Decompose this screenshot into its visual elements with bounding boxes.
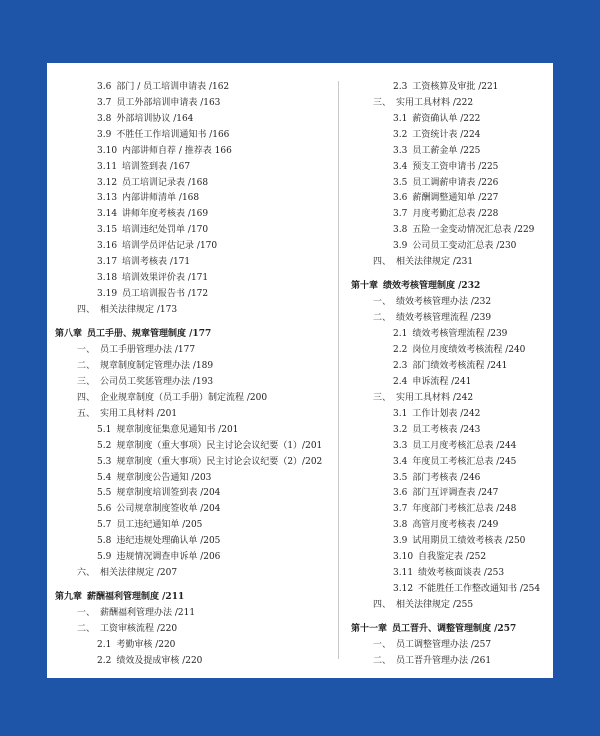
toc-entry-number: 2.2 — [97, 656, 112, 667]
toc-entry-number: 三、 — [373, 97, 392, 108]
toc-entry — [351, 113, 480, 125]
toc-entry — [351, 599, 473, 611]
toc-entry — [55, 440, 322, 452]
toc-entry — [351, 129, 480, 141]
toc-entry — [351, 424, 480, 436]
toc-entry-number: 3.11 — [97, 161, 118, 172]
toc-entry-title: 违纪违规处理确认单 /205 — [116, 536, 221, 547]
toc-entry-number: 3.16 — [97, 241, 118, 252]
toc-entry-number: 3.5 — [393, 177, 408, 188]
toc-entry-title: 月度考勤汇总表 /228 — [412, 209, 499, 220]
toc-entry-number: 四、 — [373, 257, 392, 268]
toc-entry-title: 实用工具材料 /222 — [396, 97, 474, 108]
toc-entry — [351, 256, 473, 268]
toc-entry — [351, 161, 498, 173]
toc-entry — [55, 97, 220, 109]
toc-entry-title: 相关法律规定 /173 — [100, 304, 178, 315]
toc-entry-title: 员工考核表 /243 — [412, 424, 481, 435]
toc-entry-number: 3.9 — [97, 129, 112, 140]
toc-entry-number: 3.13 — [97, 193, 118, 204]
toc-entry-number: 3.17 — [97, 257, 118, 268]
toc-entry — [55, 208, 208, 220]
toc-entry-title: 相关法律规定 /231 — [396, 257, 474, 268]
toc-entry-title: 年度员工考核汇总表 /245 — [412, 456, 517, 467]
toc-entry-number: 3.10 — [97, 145, 118, 156]
toc-entry-title: 规章制度培训签到表 /204 — [116, 488, 221, 499]
toc-entry-number: 2.1 — [97, 640, 112, 651]
toc-entry-title: 规章制度征集意见通知书 /201 — [116, 424, 239, 435]
toc-entry-title: 员工培训报告书 /172 — [122, 288, 209, 299]
toc-entry-title: 规章制度（重大事项）民主讨论会议纪要（1）/201 — [116, 440, 323, 451]
toc-entry-number: 3.7 — [393, 209, 408, 220]
toc-entry — [55, 456, 322, 468]
toc-entry-title: 自我鉴定表 /252 — [418, 552, 487, 563]
toc-entry-number: 二、 — [373, 656, 392, 667]
toc-entry — [351, 567, 504, 579]
toc-entry-number: 5.7 — [97, 520, 112, 531]
toc-entry-number: 5.6 — [97, 504, 112, 515]
toc-entry — [351, 296, 491, 308]
toc-entry-number: 第十一章 — [351, 624, 388, 635]
toc-entry — [55, 288, 208, 300]
toc-entry-title: 规章制度制定管理办法 /189 — [100, 361, 214, 372]
toc-entry-number: 二、 — [77, 624, 96, 635]
toc-entry-title: 薪酬调整通知单 /227 — [412, 193, 499, 204]
toc-entry-title: 工资统计表 /224 — [412, 129, 481, 140]
toc-entry-title: 员工培训记录表 /168 — [122, 177, 209, 188]
toc-entry-number: 四、 — [77, 392, 96, 403]
toc-entry-number: 3.10 — [393, 552, 414, 563]
toc-entry-number: 5.9 — [97, 552, 112, 563]
toc-entry — [351, 192, 498, 204]
toc-entry-title: 实用工具材料 /201 — [100, 408, 178, 419]
toc-entry — [55, 519, 202, 531]
toc-entry-title: 培训效果评价表 /171 — [122, 273, 209, 284]
toc-entry — [55, 607, 195, 619]
toc-entry — [351, 440, 516, 452]
toc-entry-title: 内部讲师自荐 / 推荐表 166 — [122, 145, 232, 156]
toc-chapter-heading — [55, 591, 184, 603]
toc-entry-title: 薪资确认单 /222 — [412, 113, 481, 124]
toc-entry-title: 内部讲师清单 /168 — [122, 193, 200, 204]
toc-entry-number: 2.4 — [393, 376, 408, 387]
toc-entry-title: 高管月度考核表 /249 — [412, 520, 499, 531]
toc-entry — [55, 129, 229, 141]
toc-entry-number: 5.3 — [97, 456, 112, 467]
toc-entry-number: 3.4 — [393, 456, 408, 467]
toc-entry — [55, 472, 211, 484]
toc-entry-title: 员工外部培训申请表 /163 — [116, 97, 221, 108]
toc-entry-number: 2.1 — [393, 329, 408, 340]
toc-entry — [55, 344, 195, 356]
toc-entry-title: 不能胜任工作整改通知书 /254 — [418, 583, 541, 594]
toc-entry — [351, 312, 491, 324]
toc-entry-number: 六、 — [77, 568, 96, 579]
toc-entry — [55, 360, 213, 372]
toc-entry — [55, 304, 177, 316]
toc-entry-title: 培训违纪处罚单 /170 — [122, 225, 209, 236]
toc-entry — [351, 208, 498, 220]
toc-entry-number: 5.1 — [97, 424, 112, 435]
toc-entry — [351, 487, 498, 499]
toc-entry — [351, 472, 480, 484]
toc-entry-title: 培训考核表 /171 — [122, 257, 191, 268]
toc-entry — [55, 424, 238, 436]
toc-entry-title: 规章制度公告通知 /203 — [116, 472, 212, 483]
toc-entry-title: 员工违纪通知单 /205 — [116, 520, 203, 531]
toc-entry — [55, 551, 220, 563]
toc-chapter-heading — [351, 623, 516, 635]
toc-entry — [351, 224, 534, 236]
toc-entry-title: 部门互评调查表 /247 — [412, 488, 499, 499]
toc-entry-title: 员工手册、规章管理制度 /177 — [87, 329, 212, 340]
toc-entry-title: 绩效及提成审核 /220 — [116, 656, 203, 667]
toc-entry-number: 第十章 — [351, 281, 379, 292]
toc-entry — [55, 567, 177, 579]
toc-entry-title: 违规情况调查申诉单 /206 — [116, 552, 221, 563]
toc-entry-title: 员工调整管理办法 /257 — [396, 640, 492, 651]
toc-entry-title: 部门 / 员工培训申请表 /162 — [116, 82, 230, 92]
toc-entry-title: 相关法律规定 /255 — [396, 599, 474, 610]
toc-entry-number: 5.2 — [97, 440, 112, 451]
toc-entry — [351, 360, 507, 372]
toc-entry — [55, 535, 220, 547]
toc-entry — [55, 192, 199, 204]
toc-entry-title: 岗位月度绩效考核流程 /240 — [412, 345, 526, 356]
toc-entry-number: 3.5 — [393, 472, 408, 483]
toc-entry — [55, 161, 190, 173]
toc-entry-title: 员工晋升管理办法 /261 — [396, 656, 492, 667]
toc-entry-number: 3.9 — [393, 241, 408, 252]
toc-entry-number: 5.5 — [97, 488, 112, 499]
toc-entry-title: 绩效考核管理制度 /232 — [383, 281, 481, 292]
toc-entry — [55, 376, 213, 388]
toc-entry — [351, 376, 471, 388]
toc-entry — [351, 535, 525, 547]
toc-entry-title: 工资审核流程 /220 — [100, 624, 178, 635]
toc-entry — [55, 81, 229, 93]
toc-entry — [351, 145, 480, 157]
toc-entry — [55, 272, 208, 284]
toc-entry-number: 第八章 — [55, 329, 83, 340]
toc-entry — [55, 655, 202, 667]
toc-entry — [55, 145, 232, 157]
toc-entry-title: 员工晋升、调整管理制度 /257 — [392, 624, 517, 635]
toc-entry — [351, 456, 516, 468]
toc-entry-number: 2.3 — [393, 82, 408, 92]
toc-entry-title: 薪酬福利管理制度 /211 — [87, 592, 185, 603]
toc-entry — [55, 487, 220, 499]
toc-entry-number: 3.18 — [97, 273, 118, 284]
toc-entry-title: 考勤审核 /220 — [116, 640, 176, 651]
toc-entry-title: 申诉流程 /241 — [412, 376, 472, 387]
toc-entry-title: 培训签到表 /167 — [122, 161, 191, 172]
toc-entry-title: 相关法律规定 /207 — [100, 568, 178, 579]
toc-entry-title: 薪酬福利管理办法 /211 — [100, 608, 196, 619]
toc-entry-number: 3.8 — [393, 520, 408, 531]
toc-entry-title: 部门绩效考核流程 /241 — [412, 361, 508, 372]
toc-entry — [351, 328, 507, 340]
toc-entry — [55, 408, 177, 420]
toc-entry — [55, 639, 175, 651]
toc-entry-title: 企业规章制度（员工手册）制定流程 /200 — [100, 392, 268, 403]
toc-entry-title: 公司规章制度签收单 /204 — [116, 504, 221, 515]
toc-entry-title: 工资核算及审批 /221 — [412, 82, 499, 92]
toc-entry-title: 外部培训协议 /164 — [116, 113, 194, 124]
toc-entry — [55, 240, 217, 252]
toc-entry — [351, 392, 473, 404]
toc-entry-number: 3.11 — [393, 568, 414, 579]
toc-entry-number: 3.7 — [393, 504, 408, 515]
toc-entry-number: 3.2 — [393, 129, 408, 140]
toc-chapter-heading — [351, 280, 480, 292]
toc-entry-number: 3.3 — [393, 145, 408, 156]
toc-entry — [55, 256, 190, 268]
toc-entry-number: 二、 — [77, 361, 96, 372]
toc-entry-number: 3.6 — [393, 488, 408, 499]
toc-chapter-heading — [55, 328, 211, 340]
toc-entry-title: 公司员工变动汇总表 /230 — [412, 241, 517, 252]
toc-entry-title: 五险一金变动情况汇总表 /229 — [412, 225, 535, 236]
toc-entry-number: 一、 — [77, 608, 96, 619]
toc-entry-number: 五、 — [77, 408, 96, 419]
toc-entry-title: 预支工资申请书 /225 — [412, 161, 499, 172]
toc-entry-number: 3.8 — [97, 113, 112, 124]
toc-entry-number: 四、 — [373, 599, 392, 610]
toc-entry-number: 3.3 — [393, 440, 408, 451]
toc-entry — [351, 655, 491, 667]
toc-entry-number: 3.7 — [97, 97, 112, 108]
toc-entry-number: 3.1 — [393, 113, 408, 124]
toc-entry-number: 3.12 — [393, 583, 414, 594]
toc-entry-number: 3.9 — [393, 536, 408, 547]
toc-entry-title: 培训学员评估记录 /170 — [122, 241, 218, 252]
toc-entry — [351, 177, 498, 189]
toc-entry — [351, 551, 486, 563]
toc-entry-title: 部门考核表 /246 — [412, 472, 481, 483]
toc-entry-number: 四、 — [77, 304, 96, 315]
toc-entry — [55, 503, 220, 515]
toc-entry-number: 3.6 — [97, 82, 112, 92]
toc-entry-number: 3.14 — [97, 209, 118, 220]
column-divider — [338, 81, 339, 659]
toc-entry-title: 公司员工奖惩管理办法 /193 — [100, 376, 214, 387]
toc-entry-title: 员工调薪申请表 /226 — [412, 177, 499, 188]
toc-entry-number: 二、 — [373, 313, 392, 324]
toc-entry-title: 员工月度考核汇总表 /244 — [412, 440, 517, 451]
toc-entry — [351, 81, 498, 93]
toc-entry — [351, 344, 525, 356]
toc-entry-title: 员工薪金单 /225 — [412, 145, 481, 156]
toc-entry-title: 讲师年度考核表 /169 — [122, 209, 209, 220]
toc-entry-number: 3.1 — [393, 408, 408, 419]
toc-entry-number: 一、 — [77, 345, 96, 356]
toc-entry-title: 工作计划表 /242 — [412, 408, 481, 419]
toc-entry-title: 试用期员工绩效考核表 /250 — [412, 536, 526, 547]
toc-entry-title: 绩效考核管理办法 /232 — [396, 297, 492, 308]
toc-entry — [351, 519, 498, 531]
toc-entry-number: 3.19 — [97, 288, 118, 299]
toc-entry — [351, 240, 516, 252]
toc-entry-number: 3.15 — [97, 225, 118, 236]
toc-entry-title: 员工手册管理办法 /177 — [100, 345, 196, 356]
toc-entry-number: 2.2 — [393, 345, 408, 356]
toc-entry-title: 规章制度（重大事项）民主讨论会议纪要（2）/202 — [116, 456, 323, 467]
toc-entry-title: 绩效考核管理流程 /239 — [412, 329, 508, 340]
toc-entry-number: 3.8 — [393, 225, 408, 236]
toc-entry-title: 年度部门考核汇总表 /248 — [412, 504, 517, 515]
toc-entry-number: 一、 — [373, 297, 392, 308]
toc-entry — [351, 97, 473, 109]
toc-entry — [351, 583, 540, 595]
toc-entry-number: 2.3 — [393, 361, 408, 372]
toc-entry-number: 5.8 — [97, 536, 112, 547]
toc-entry-number: 3.6 — [393, 193, 408, 204]
toc-entry-number: 三、 — [373, 392, 392, 403]
toc-entry-number: 3.4 — [393, 161, 408, 172]
toc-entry — [55, 177, 208, 189]
toc-entry-number: 5.4 — [97, 472, 112, 483]
toc-entry — [55, 392, 267, 404]
toc-entry — [55, 623, 177, 635]
toc-entry — [351, 639, 491, 651]
toc-entry-title: 实用工具材料 /242 — [396, 392, 474, 403]
toc-entry — [351, 408, 480, 420]
toc-entry-number: 一、 — [373, 640, 392, 651]
toc-page — [47, 63, 553, 678]
toc-entry-title: 绩效考核面谈表 /253 — [418, 568, 505, 579]
toc-entry — [55, 224, 208, 236]
toc-entry-title: 绩效考核管理流程 /239 — [396, 313, 492, 324]
toc-entry-number: 第九章 — [55, 592, 83, 603]
toc-entry-number: 3.2 — [393, 424, 408, 435]
toc-entry — [55, 113, 193, 125]
toc-entry — [351, 503, 516, 515]
toc-entry-number: 三、 — [77, 376, 96, 387]
toc-entry-title: 不胜任工作培训通知书 /166 — [116, 129, 230, 140]
toc-entry-number: 3.12 — [97, 177, 118, 188]
